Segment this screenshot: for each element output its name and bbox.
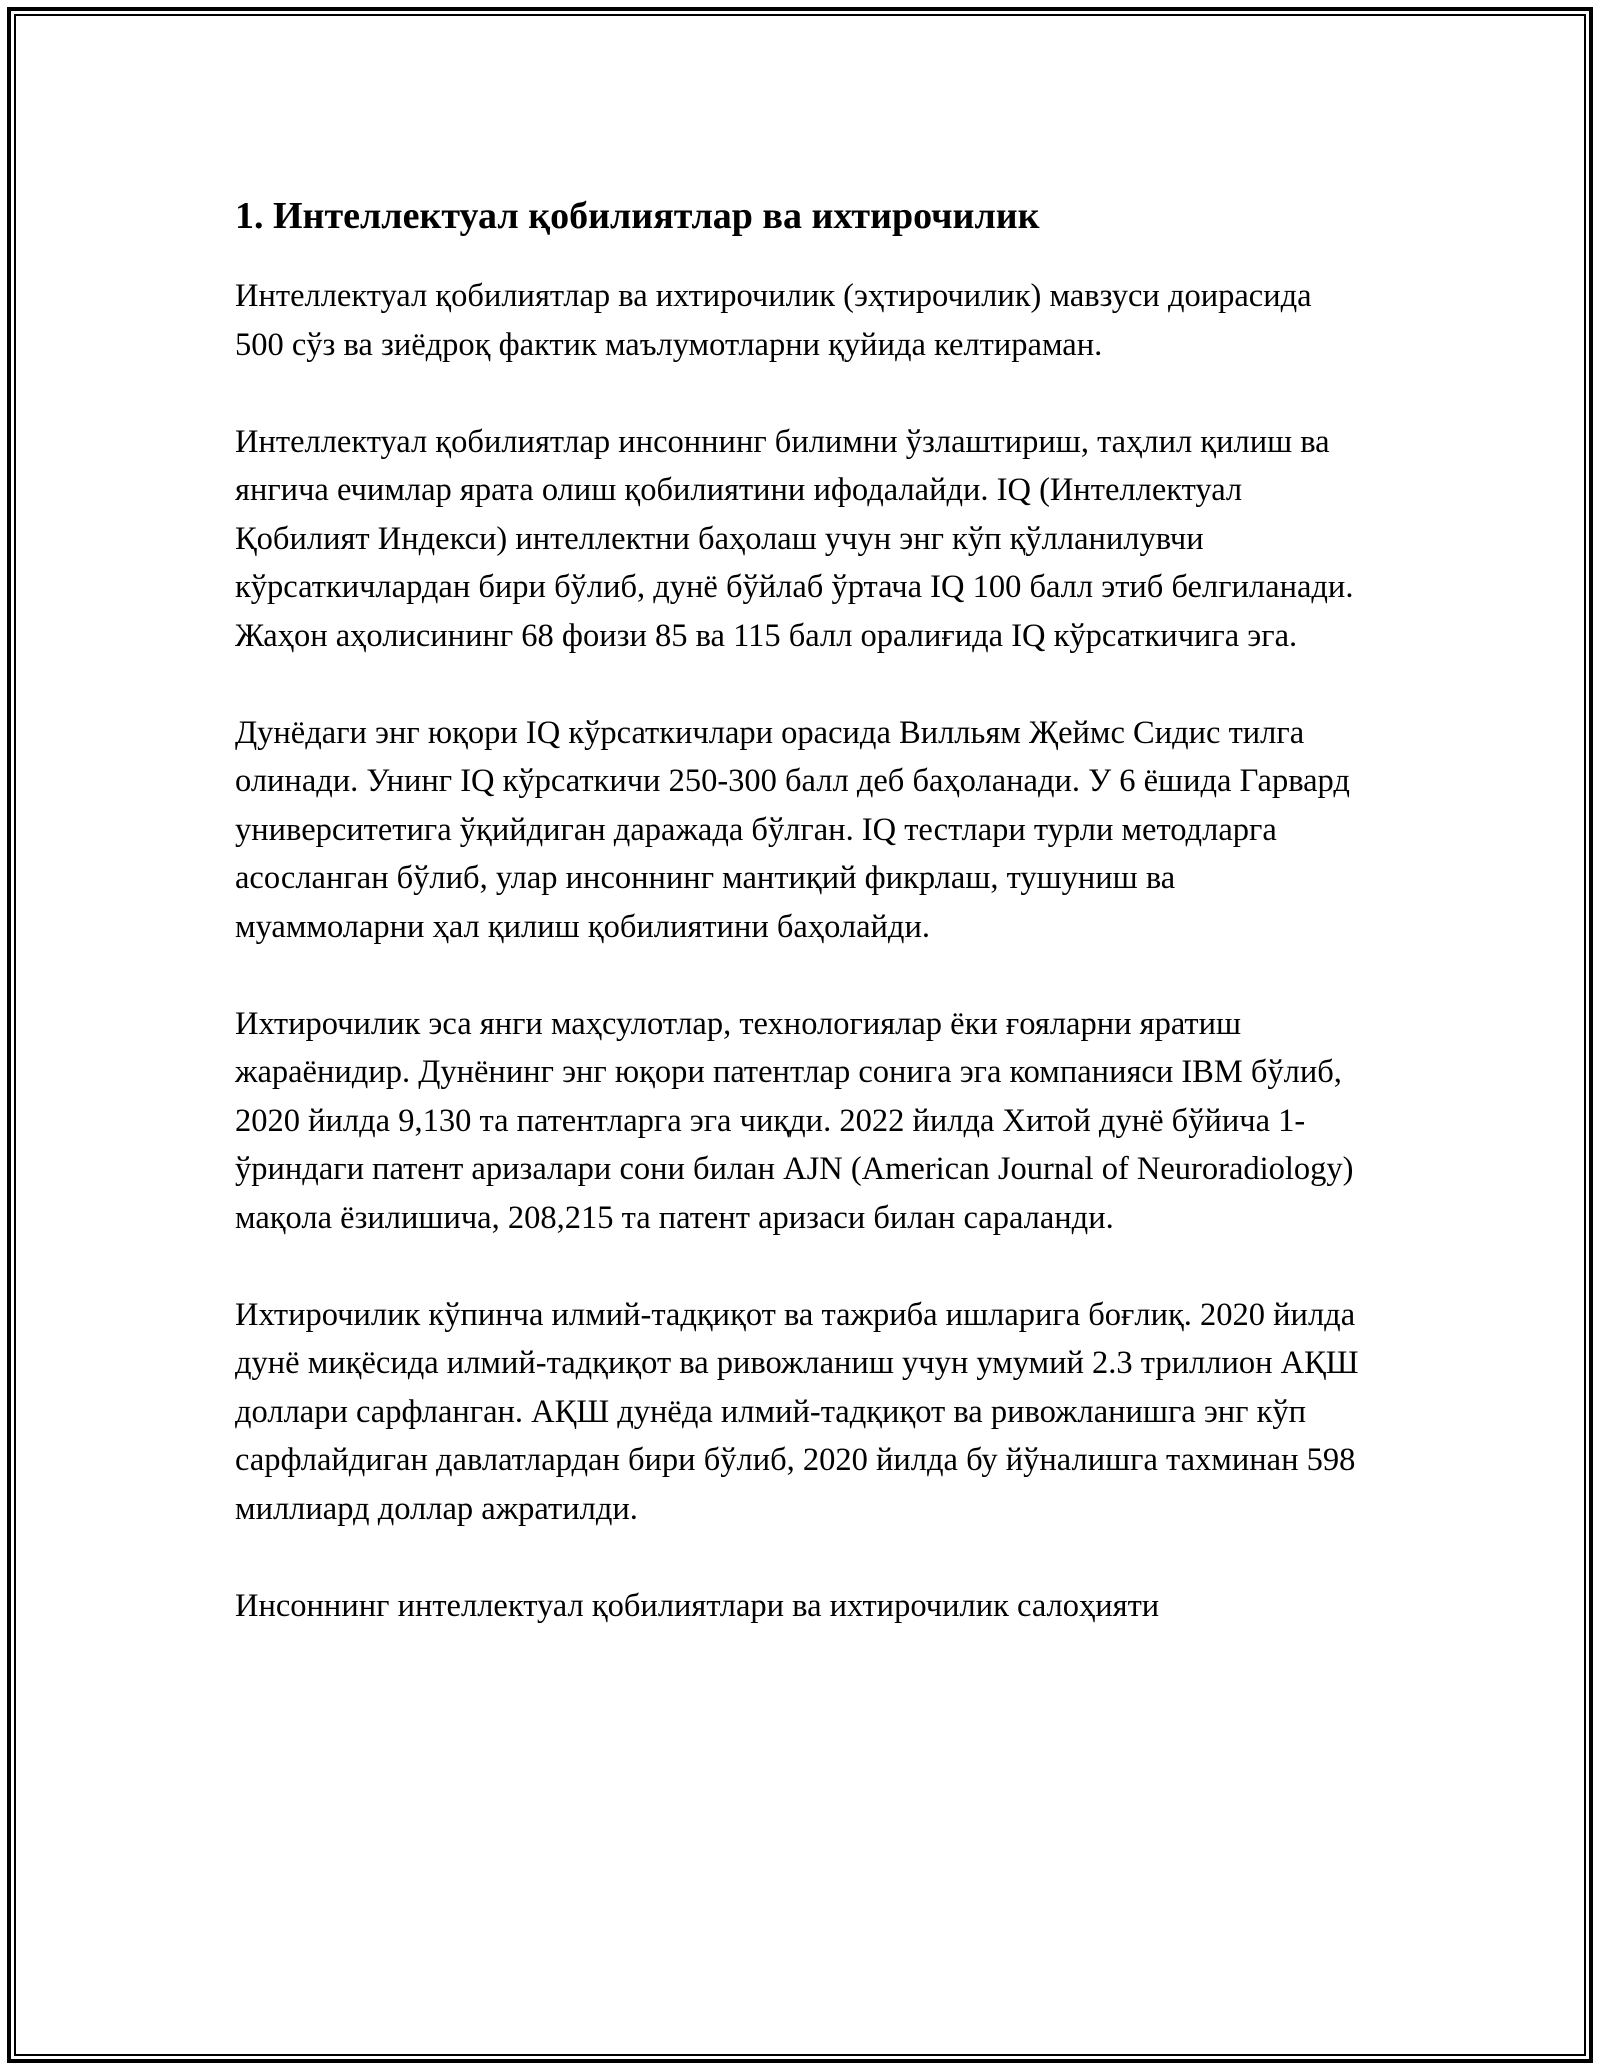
paragraph-intro: Интеллектуал қобилиятлар ва ихтирочилик (эҳтирочилик) мавзуси доирасида 500 сўз ва зиёдроқ фактик маълумотларни қуйида келтираман. (235, 278, 1312, 363)
paragraph-iq-definition: Интеллектуал қобилиятлар инсоннинг билимни ўзлаштириш, таҳлил қилиш ва янгича ечимлар ярата олиш қобилиятини ифодалайди. IQ (Интеллектуал Қобилият Индекси) интеллектни баҳолаш учун энг кўп қўлланилувчи кўрсаткичлардан бири бўлиб, дунё бўйлаб ўртача IQ 100 балл этиб белгиланади. Жаҳон аҳолисининг 68 фоизи 85 ва 115 балл оралиғида IQ кўрсаткичига эга. (235, 423, 1354, 654)
section-heading: 1. Интеллектуал қобилиятлар ва ихтирочилик (235, 195, 1040, 237)
document-page (235, 188, 1365, 1679)
paragraph-conclusion: Инсоннинг интеллектуал қобилиятлари ва ихтирочилик салоҳияти (235, 1587, 1160, 1624)
paragraph-research-spending: Ихтирочилик кўпинча илмий-тадқиқот ва тажриба ишларига боғлиқ. 2020 йилда дунё миқёсида илмий-тадқиқот ва ривожланиш учун умумий 2.3 триллион АҚШ доллари сарфланган. АҚШ дунёда илмий-тадқиқот ва ривожланишга энг кўп сарфлайдиган давлатлардан бири бўлиб, 2020 йилда бу йўналишга тахминан 598 миллиард доллар ажратилди. (235, 1296, 1359, 1527)
paragraph-invention-patents: Ихтирочилик эса янги маҳсулотлар, технологиялар ёки ғояларни яратиш жараёнидир. Дунёнинг энг юқори патентлар сонига эга компанияси IBM бўлиб, 2020 йилда 9,130 та патентларга эга чиқди. 2022 йилда Хитой дунё бўйича 1-ўриндаги патент аризалари сони билан AJN (American Journal of Neuroradiology) мақола ёзилишича, 208,215 та патент аризаси билан сараланди. (235, 1005, 1354, 1236)
paragraph-highest-iq: Дунёдаги энг юқори IQ кўрсаткичлари орасида Вилльям Җеймс Сидис тилга олинади. Унинг IQ кўрсаткичи 250-300 балл деб баҳоланади. У 6 ёшида Гарвард университетига ўқийдиган даражада бўлган. IQ тестлари турли методларга асосланган бўлиб, улар инсоннинг мантиқий фикрлаш, тушуниш ва муаммоларни ҳал қилиш қобилиятини баҳолайди. (235, 714, 1350, 945)
